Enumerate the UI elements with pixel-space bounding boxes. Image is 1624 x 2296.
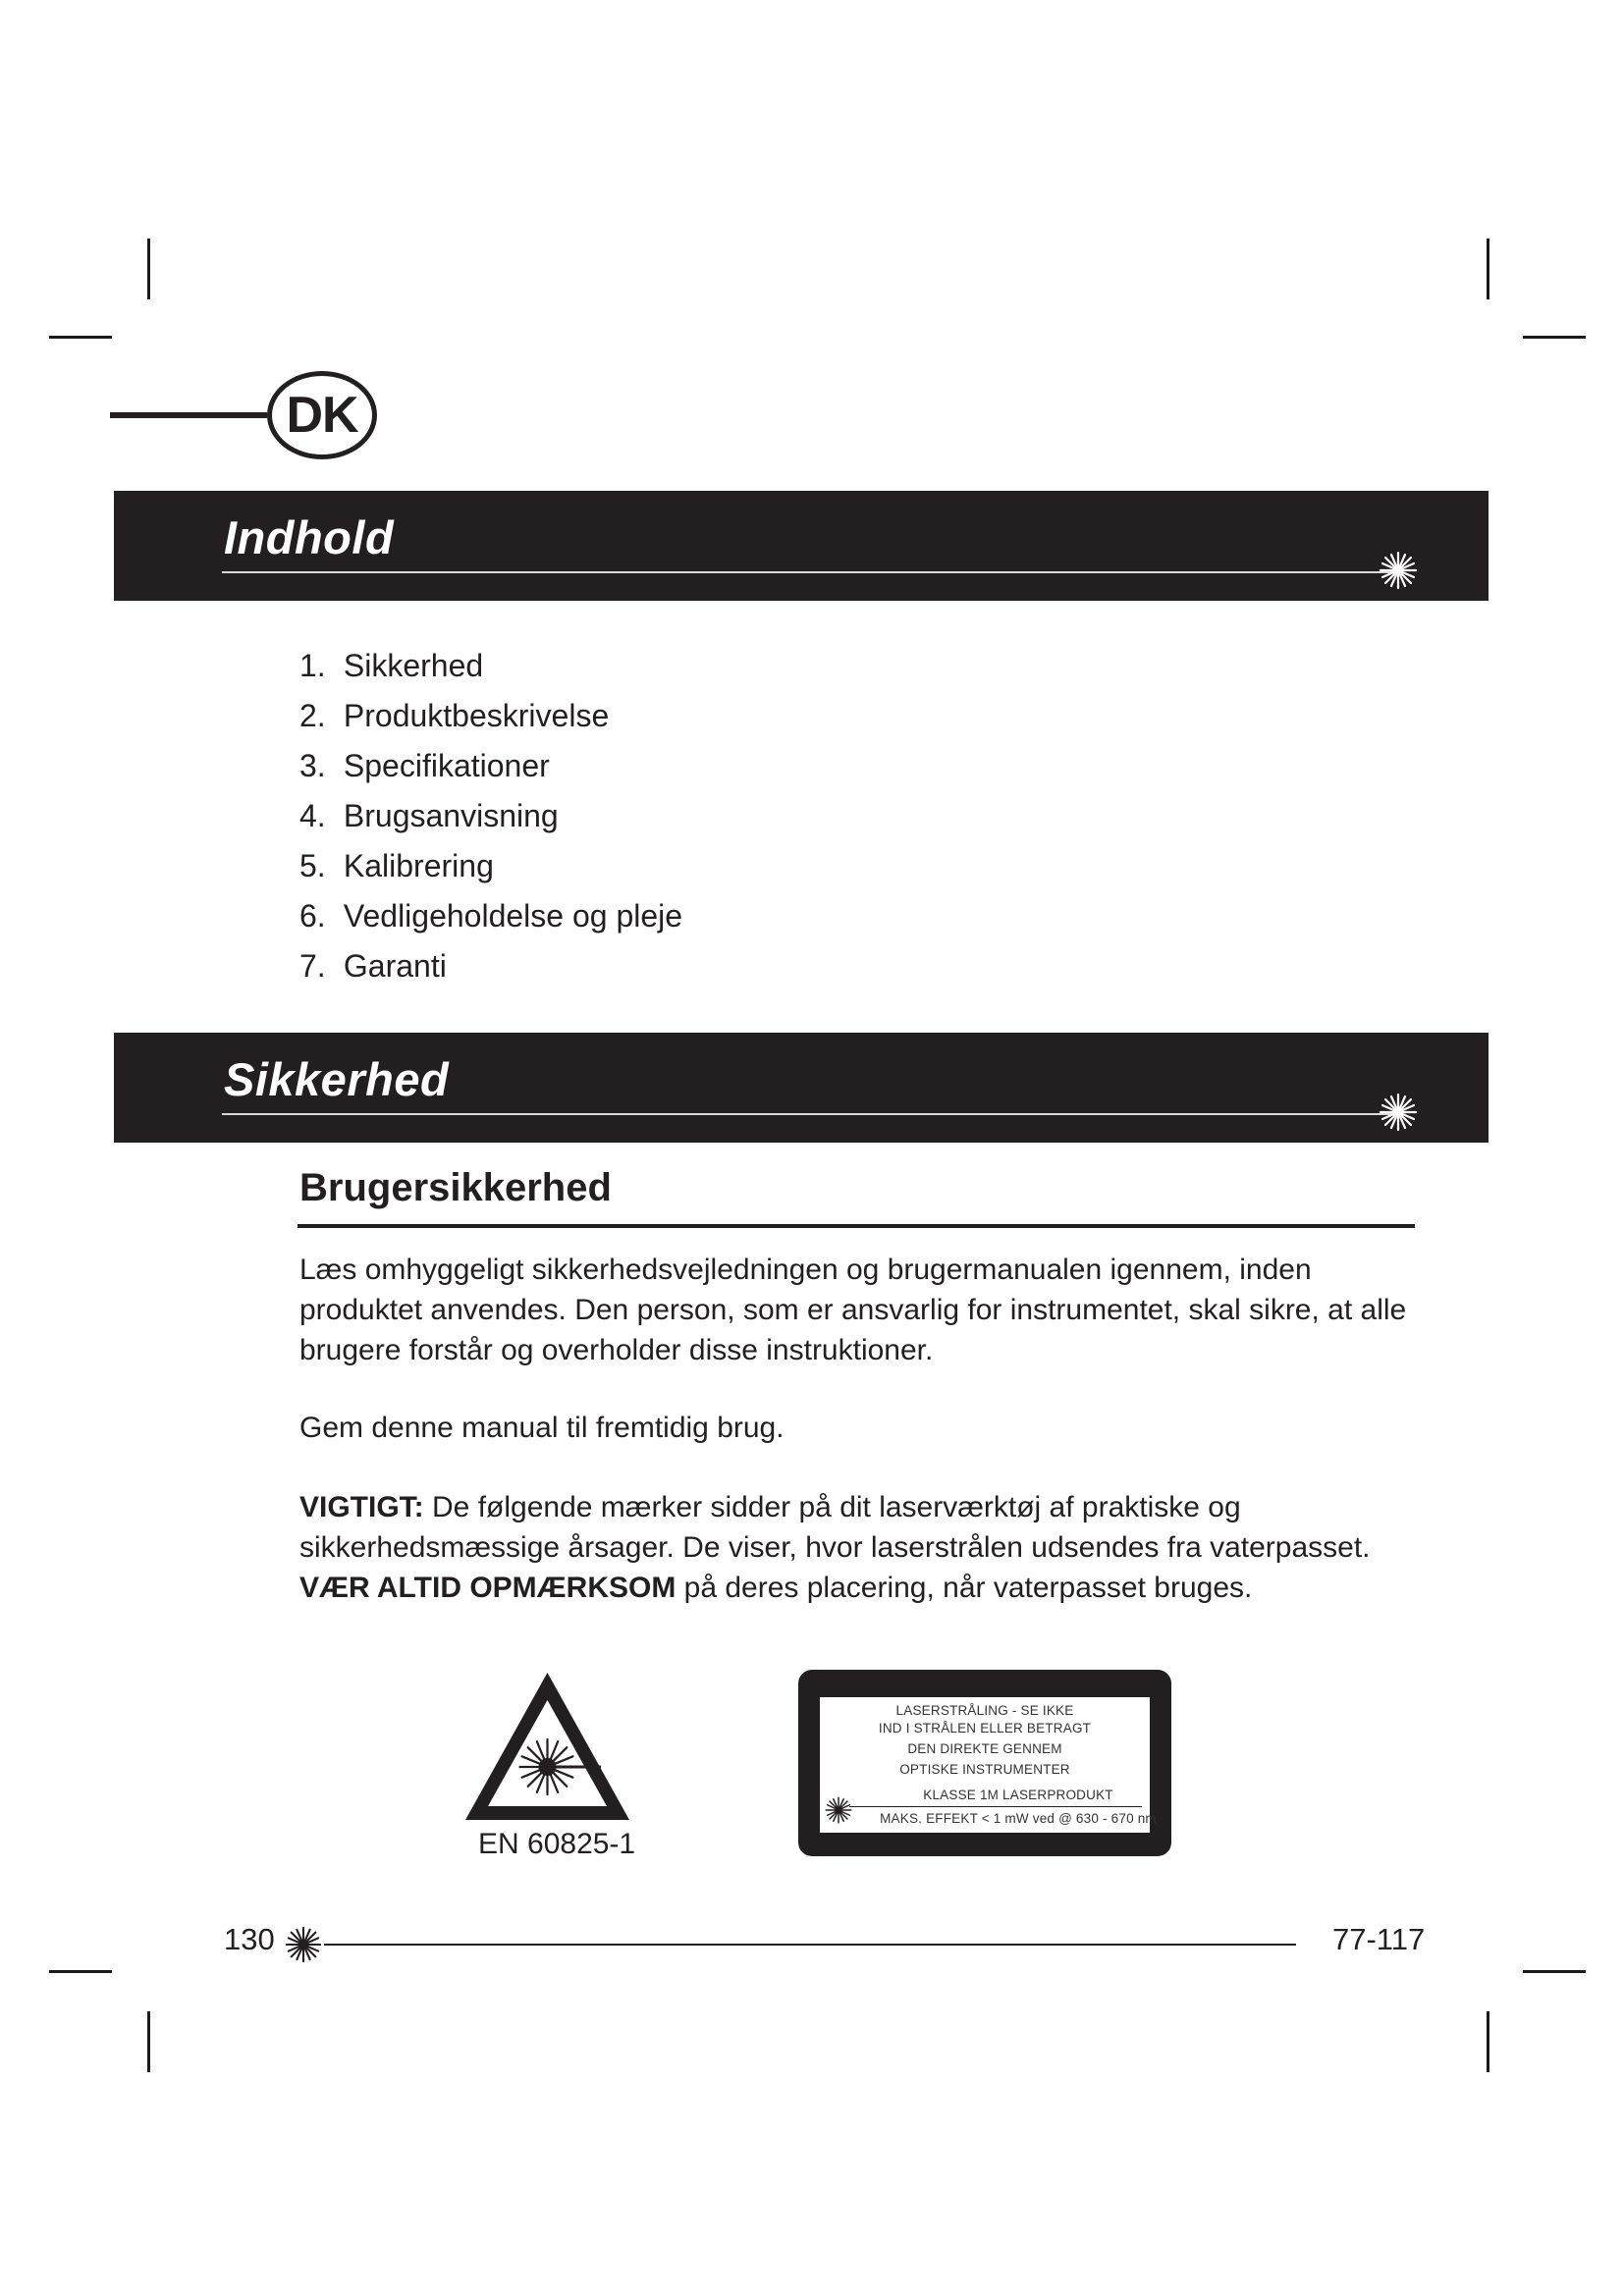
starburst-icon bbox=[1379, 1093, 1418, 1132]
footer-rule bbox=[324, 1944, 1296, 1946]
crop-mark bbox=[1523, 1970, 1586, 1973]
important-label: VIGTIGT: bbox=[299, 1491, 424, 1523]
section-title: Indhold bbox=[224, 511, 395, 563]
crop-mark bbox=[1487, 239, 1489, 299]
crop-mark bbox=[147, 2011, 150, 2072]
laser-warning-triangle-icon bbox=[461, 1669, 633, 1826]
label-line: MAKS. EFFEKT < 1 mW ved @ 630 - 670 nm bbox=[880, 1811, 1157, 1826]
crop-mark bbox=[1487, 2011, 1489, 2072]
starburst-icon bbox=[1379, 551, 1418, 590]
toc-item[interactable]: 6. Vedligeholdelse og pleje bbox=[299, 898, 683, 934]
crop-mark bbox=[49, 336, 112, 339]
label-line: LASERSTRÅLING - SE IKKE bbox=[895, 1703, 1074, 1718]
language-badge bbox=[110, 361, 395, 469]
crop-mark bbox=[147, 239, 150, 299]
important-emphasis: VÆR ALTID OPMÆRKSOM bbox=[299, 1572, 677, 1604]
label-divider bbox=[849, 1806, 1142, 1807]
document-code: 77-117 bbox=[1332, 1922, 1426, 1956]
toc-item[interactable]: 2. Produktbeskrivelse bbox=[299, 698, 610, 733]
important-text: De følgende mærker sidder på dit laserværktøj af praktiske og sikkerhedsmæssige årsager. De viser, hvor laserstrålen udsendes fra vaterpasset. bbox=[299, 1491, 1371, 1564]
page-number: 130 bbox=[224, 1922, 275, 1956]
safety-paragraph: Læs omhyggeligt sikkerhedsvejledningen og brugermanualen igennem, inden produktet anvendes. Den person, som er ansvarlig for instrumentet, skal sikre, at alle brugere forstår og overholder disse instruktioner. bbox=[299, 1254, 1407, 1366]
label-line: IND I STRÅLEN ELLER BETRAGT bbox=[878, 1721, 1092, 1735]
laser-label-inner bbox=[820, 1697, 1157, 1833]
laser-product-label bbox=[798, 1670, 1171, 1856]
label-line: DEN DIREKTE GENNEM bbox=[907, 1741, 1062, 1756]
subsection-heading: Brugersikkerhed bbox=[299, 1166, 612, 1209]
header-rule bbox=[222, 1113, 1400, 1115]
section-title: Sikkerhed bbox=[224, 1053, 450, 1105]
label-line: OPTISKE INSTRUMENTER bbox=[899, 1762, 1070, 1777]
important-paragraph bbox=[299, 1487, 1424, 1608]
standard-label: EN 60825-1 bbox=[478, 1828, 636, 1860]
badge-text: DK bbox=[286, 387, 358, 444]
starburst-icon bbox=[285, 1926, 322, 1963]
section-header-safety bbox=[114, 1033, 1489, 1143]
header-rule bbox=[222, 571, 1400, 573]
toc-item[interactable]: 7. Garanti bbox=[299, 948, 447, 984]
starburst-icon bbox=[824, 1795, 853, 1825]
crop-mark bbox=[49, 1970, 112, 1973]
badge-line bbox=[110, 412, 267, 418]
table-of-contents bbox=[299, 641, 682, 991]
save-manual-paragraph: Gem denne manual til fremtidig brug. bbox=[299, 1412, 785, 1444]
toc-item[interactable]: 3. Specifikationer bbox=[299, 748, 550, 783]
toc-item[interactable]: 4. Brugsanvisning bbox=[299, 798, 559, 833]
section-header-contents bbox=[114, 491, 1489, 601]
crop-mark bbox=[1523, 336, 1586, 339]
important-text-end: på deres placering, når vaterpasset bruges. bbox=[676, 1572, 1253, 1604]
toc-item[interactable]: 5. Kalibrering bbox=[299, 848, 494, 883]
subsection-rule bbox=[298, 1224, 1415, 1228]
label-line: KLASSE 1M LASERPRODUKT bbox=[923, 1788, 1113, 1802]
toc-item[interactable]: 1. Sikkerhed bbox=[299, 648, 484, 683]
